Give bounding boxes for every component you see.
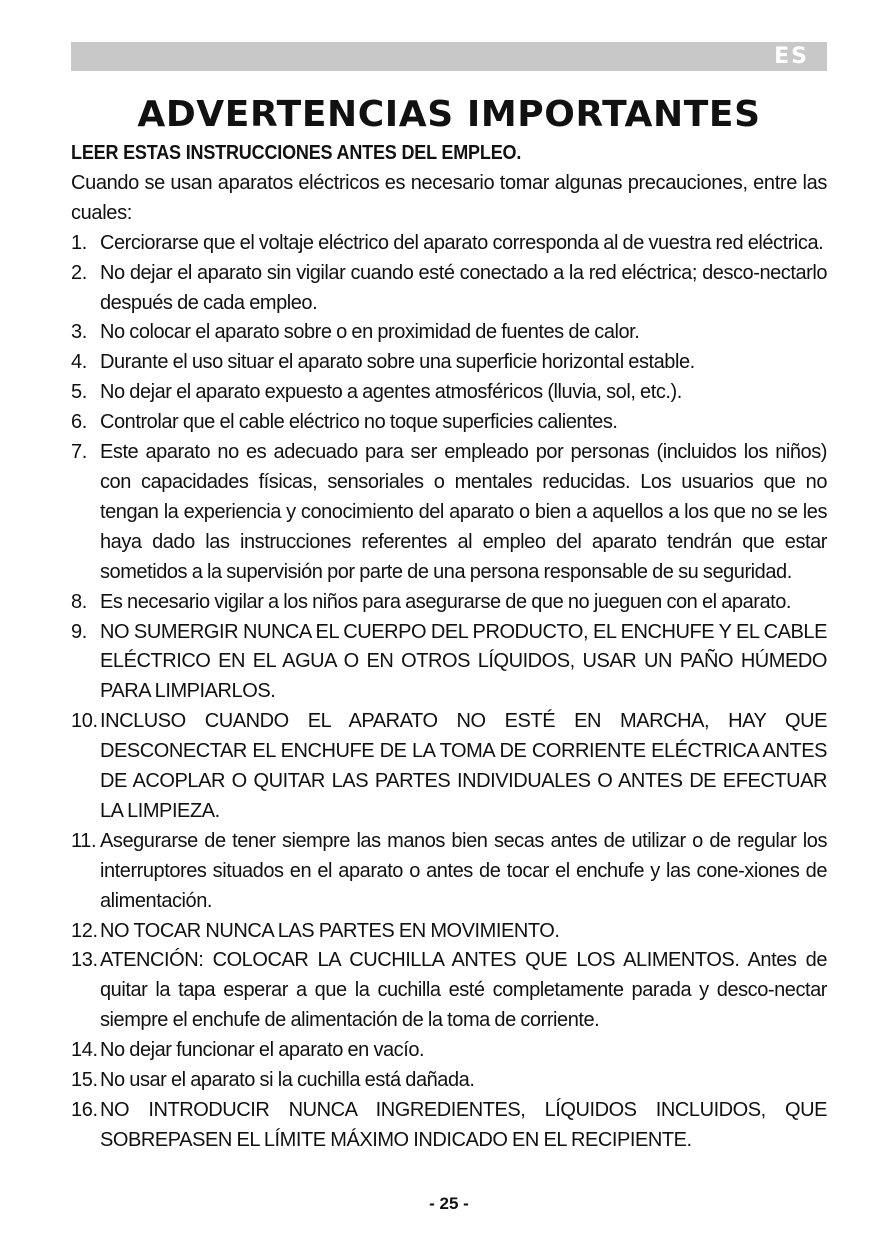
warning-number: 1. [71, 231, 87, 254]
warning-number: 6. [71, 411, 87, 434]
warning-number: 12. [71, 919, 98, 942]
warning-text: Es necesario vigilar a los niños para asegurarse de que no jueguen con el aparato. [100, 590, 792, 613]
warning-item [71, 588, 827, 618]
warning-item [71, 618, 827, 708]
page-title: ADVERTENCIAS IMPORTANTES [137, 94, 761, 135]
warning-item [71, 707, 827, 827]
warning-text: No dejar el aparato expuesto a agentes atmosféricos (lluvia, sol, etc.). [100, 381, 682, 404]
warning-text: Este aparato no es adecuado para ser empleado por personas (incluidos los niños) con capacidades físicas, sensoriales o mentales reducidas. Los usuarios que no tengan la experiencia y conocimiento del aparato o bien a aquellos a los que no se les haya dado las instrucciones referentes al empleo del aparato tendrán que estar sometidos a la supervisión por parte de una persona responsable de su seguridad. [100, 441, 827, 583]
warnings-list [71, 229, 827, 1156]
warning-item [71, 1066, 827, 1096]
warning-item [71, 259, 827, 319]
warning-text: NO SUMERGIR NUNCA EL CUERPO DEL PRODUCTO, EL ENCHUFE Y EL CABLE ELÉCTRICO EN EL AGUA O EN OTROS LÍQUIDOS, USAR UN PAÑO HÚMEDO PARA LIMPIARLOS. [100, 620, 827, 703]
warning-number: 4. [71, 351, 87, 374]
warning-number: 11. [71, 829, 97, 852]
warning-text: Controlar que el cable eléctrico no toque superficies calientes. [100, 411, 618, 434]
warning-text: Cerciorarse que el voltaje eléctrico del aparato corresponda al de vuestra red eléctrica. [100, 231, 824, 254]
warning-text: No dejar funcionar el aparato en vacío. [100, 1039, 425, 1062]
warning-text: Asegurarse de tener siempre las manos bien secas antes de utilizar o de regular los interruptores situados en el aparato o antes de tocar el enchufe y las cone-xiones de alimentación. [100, 829, 827, 912]
warning-item [71, 229, 827, 259]
warning-item [71, 1096, 827, 1156]
warning-number: 14. [71, 1039, 98, 1062]
warning-text: No dejar el aparato sin vigilar cuando esté conectado a la red eléctrica; desco-nectarlo después de cada empleo. [100, 261, 827, 314]
warning-item [71, 946, 827, 1036]
warning-item [71, 827, 827, 917]
warning-number: 10. [71, 710, 98, 733]
warning-number: 15. [71, 1069, 98, 1092]
warning-text: No usar el aparato si la cuchilla está dañada. [100, 1069, 475, 1092]
warning-item [71, 348, 827, 378]
warning-number: 9. [71, 620, 87, 643]
warning-number: 16. [71, 1099, 98, 1121]
language-code: ES [774, 44, 809, 69]
warning-number: 7. [71, 441, 87, 464]
language-header-bar [71, 42, 827, 71]
warning-text: NO TOCAR NUNCA LAS PARTES EN MOVIMIENTO. [100, 919, 560, 942]
warning-text: ATENCIÓN: COLOCAR LA CUCHILLA ANTES QUE LOS ALIMENTOS. Antes de quitar la tapa esperar a que la cuchilla esté completamente parada y desco-nectar siempre el enchufe de alimentación de la toma de corriente. [100, 949, 827, 1032]
document-body [71, 139, 827, 1156]
warning-number: 8. [71, 590, 87, 613]
instructions-subtitle: LEER ESTAS INSTRUCCIONES ANTES DEL EMPLEO. [71, 142, 522, 164]
warning-number: 5. [71, 381, 87, 404]
warning-text: No colocar el aparato sobre o en proximidad de fuentes de calor. [100, 321, 640, 344]
warning-number: 2. [71, 261, 87, 284]
warning-item [71, 378, 827, 408]
warning-item [71, 438, 827, 588]
warning-number: 3. [71, 321, 87, 344]
warning-item [71, 1036, 827, 1066]
intro-paragraph: Cuando se usan aparatos eléctricos es necesario tomar algunas precauciones, entre las cuales: [71, 171, 827, 224]
warning-text: Durante el uso situar el aparato sobre una superficie horizontal estable. [100, 351, 695, 374]
warning-item [71, 318, 827, 348]
warning-text: NO INTRODUCIR NUNCA INGREDIENTES, LÍQUIDOS INCLUIDOS, QUE SOBREPASEN EL LÍMITE MÁXIMO INDICADO EN EL RECIPIENTE. [100, 1099, 827, 1151]
warning-text: INCLUSO CUANDO EL APARATO NO ESTÉ EN MARCHA, HAY QUE DESCONECTAR EL ENCHUFE DE LA TOMA DE CORRIENTE ELÉCTRICA ANTES DE ACOPLAR O QUITAR LAS PARTES INDIVIDUALES O ANTES DE EFECTUAR LA LIMPIEZA. [100, 710, 827, 822]
warning-number: 13. [71, 949, 98, 972]
warning-item [71, 408, 827, 438]
page-number: - 25 - [429, 1194, 469, 1213]
warning-item [71, 917, 827, 947]
